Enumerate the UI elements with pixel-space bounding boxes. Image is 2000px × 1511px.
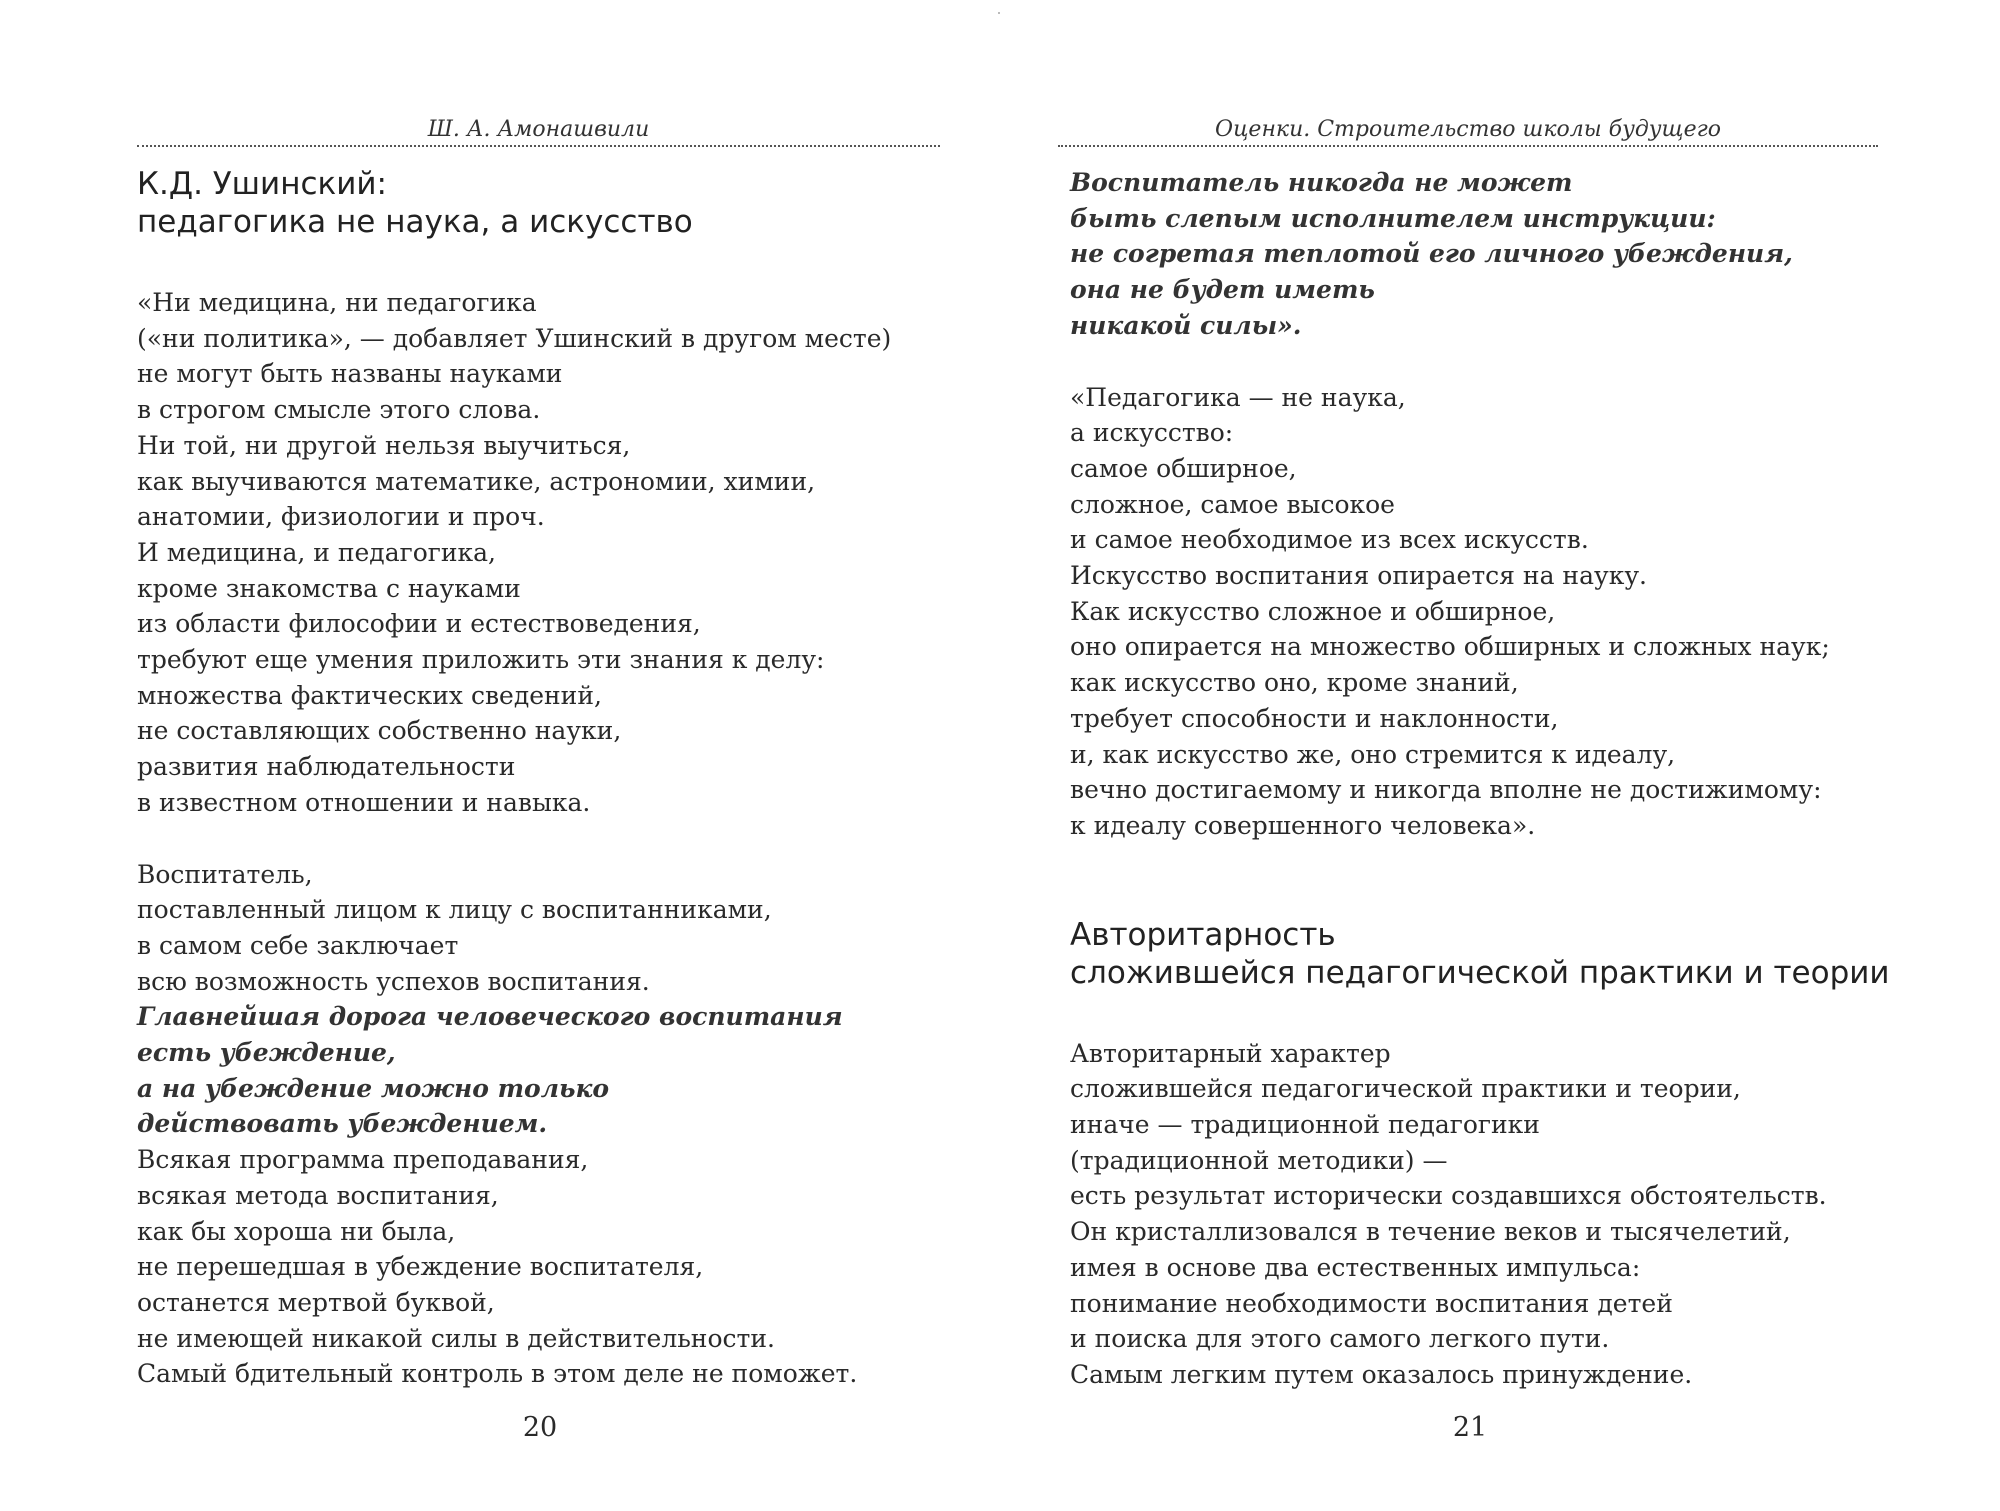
right-emphasis-block: [1070, 165, 1930, 344]
text-line: Ни той, ни другой нельзя выучиться,: [137, 430, 631, 460]
text-line: не перешедшая в убеждение воспитателя,: [137, 1252, 704, 1282]
emphasis-line: быть слепым исполнителем инструкции:: [1070, 203, 1716, 233]
right-header-rule: [1058, 145, 1878, 147]
right-page: [1000, 0, 2000, 1511]
text-line: и самое необходимое из всех искусств.: [1070, 525, 1589, 555]
text-line: поставленный лицом к лицу с воспитанниками,: [137, 895, 772, 925]
spacer: [1070, 844, 1930, 916]
text-line: к идеалу совершенного человека».: [1070, 810, 1536, 840]
spacer: [1070, 344, 1930, 380]
text-line: сложное, самое высокое: [1070, 489, 1395, 519]
left-page-content: [137, 165, 967, 1392]
text-line: «Педагогика — не наука,: [1070, 382, 1406, 412]
text-line: как бы хороша ни была,: [137, 1216, 456, 1246]
right-paragraph-2: [1070, 1036, 1930, 1393]
text-line: как искусство оно, кроме знаний,: [1070, 668, 1519, 698]
spacer: [137, 241, 967, 285]
text-line: всю возможность успехов воспитания.: [137, 966, 650, 996]
emphasis-line: Воспитатель никогда не может: [1070, 168, 1573, 197]
text-line: Воспитатель,: [137, 859, 313, 889]
text-line: оно опирается на множество обширных и сложных наук;: [1070, 632, 1830, 662]
text-line: и, как искусство же, оно стремится к идеалу,: [1070, 739, 1676, 769]
right-section-title: [1070, 916, 1930, 992]
emphasis-line: действовать убеждением.: [137, 1109, 548, 1139]
text-line: в строгом смысле этого слова.: [137, 395, 541, 425]
text-line: сложившейся педагогической практики и теории,: [1070, 1074, 1741, 1104]
text-line: Как искусство сложное и обширное,: [1070, 596, 1556, 626]
text-line: самое обширное,: [1070, 453, 1297, 483]
title-line: К.Д. Ушинский:: [137, 166, 387, 202]
text-line: имея в основе два естественных импульса:: [1070, 1252, 1641, 1282]
text-line: И медицина, и педагогика,: [137, 537, 496, 567]
text-line: в известном отношении и навыка.: [137, 787, 591, 817]
title-line: сложившейся педагогической практики и теории: [1070, 954, 1890, 991]
text-line: иначе — традиционной педагогики: [1070, 1110, 1540, 1140]
text-line: требует способности и наклонности,: [1070, 703, 1559, 733]
text-line: Авторитарный характер: [1070, 1038, 1391, 1068]
text-line: в самом себе заключает: [137, 930, 459, 960]
emphasis-line: она не будет иметь: [1070, 275, 1375, 305]
left-running-head: Ш. А. Амонашвили: [427, 117, 650, 142]
right-page-content: [1070, 165, 1930, 1393]
text-line: а искусство:: [1070, 418, 1234, 448]
emphasis-line: не согретая теплотой его личного убеждения,: [1070, 239, 1793, 269]
text-line: множества фактических сведений,: [137, 680, 602, 710]
text-line: развития наблюдательности: [137, 752, 516, 782]
right-page-number: 21: [1452, 1412, 1488, 1443]
text-line: Он кристаллизовался в течение веков и тысячелетий,: [1070, 1217, 1791, 1247]
text-line: Искусство воспитания опирается на науку.: [1070, 561, 1647, 591]
text-line: не составляющих собственно науки,: [137, 716, 622, 746]
title-line: педагогика не наука, а искусство: [137, 204, 693, 240]
text-line: как выучиваются математике, астрономии, химии,: [137, 466, 816, 496]
left-page-number: 20: [522, 1412, 558, 1443]
text-line: Всякая программа преподавания,: [137, 1145, 589, 1175]
text-line: понимание необходимости воспитания детей: [1070, 1288, 1673, 1318]
left-paragraph-1: [137, 285, 967, 821]
left-header-rule: [137, 145, 940, 147]
emphasis-line: а на убеждение можно только: [137, 1073, 610, 1103]
spacer: [137, 821, 967, 857]
text-line: и поиска для этого самого легкого пути.: [1070, 1324, 1610, 1354]
right-running-head: Оценки. Строительство школы будущего: [1215, 117, 1721, 142]
spacer: [1070, 992, 1930, 1036]
text-line: есть результат исторически создавшихся обстоятельств.: [1070, 1181, 1827, 1211]
text-line: (традиционной методики) —: [1070, 1145, 1448, 1175]
emphasis-line: есть убеждение,: [137, 1038, 396, 1068]
text-line: анатомии, физиологии и проч.: [137, 502, 545, 532]
emphasis-line: Главнейшая дорога человеческого воспитания: [137, 1002, 843, 1032]
text-line: Самый бдительный контроль в этом деле не поможет.: [137, 1359, 858, 1389]
title-line: Авторитарность: [1070, 916, 1336, 953]
text-line: кроме знакомства с науками: [137, 573, 521, 603]
right-paragraph-1: [1070, 380, 1930, 844]
text-line: из области философии и естествоведения,: [137, 609, 701, 639]
text-line: вечно достигаемому и никогда вполне не достижимому:: [1070, 775, 1822, 805]
text-line: Самым легким путем оказалось принуждение.: [1070, 1359, 1693, 1389]
text-line: не могут быть названы науками: [137, 359, 563, 389]
text-line: останется мертвой буквой,: [137, 1287, 495, 1317]
text-line: требуют еще умения приложить эти знания к делу:: [137, 645, 825, 675]
left-section-title: [137, 165, 967, 241]
text-line: «Ни медицина, ни педагогика: [137, 288, 537, 317]
emphasis-line: никакой силы».: [1070, 310, 1302, 340]
text-line: не имеющей никакой силы в действительности.: [137, 1323, 775, 1353]
text-line: всякая метода воспитания,: [137, 1180, 499, 1210]
left-paragraph-2: [137, 857, 967, 1393]
text-line: («ни политика», — добавляет Ушинский в другом месте): [137, 323, 892, 353]
